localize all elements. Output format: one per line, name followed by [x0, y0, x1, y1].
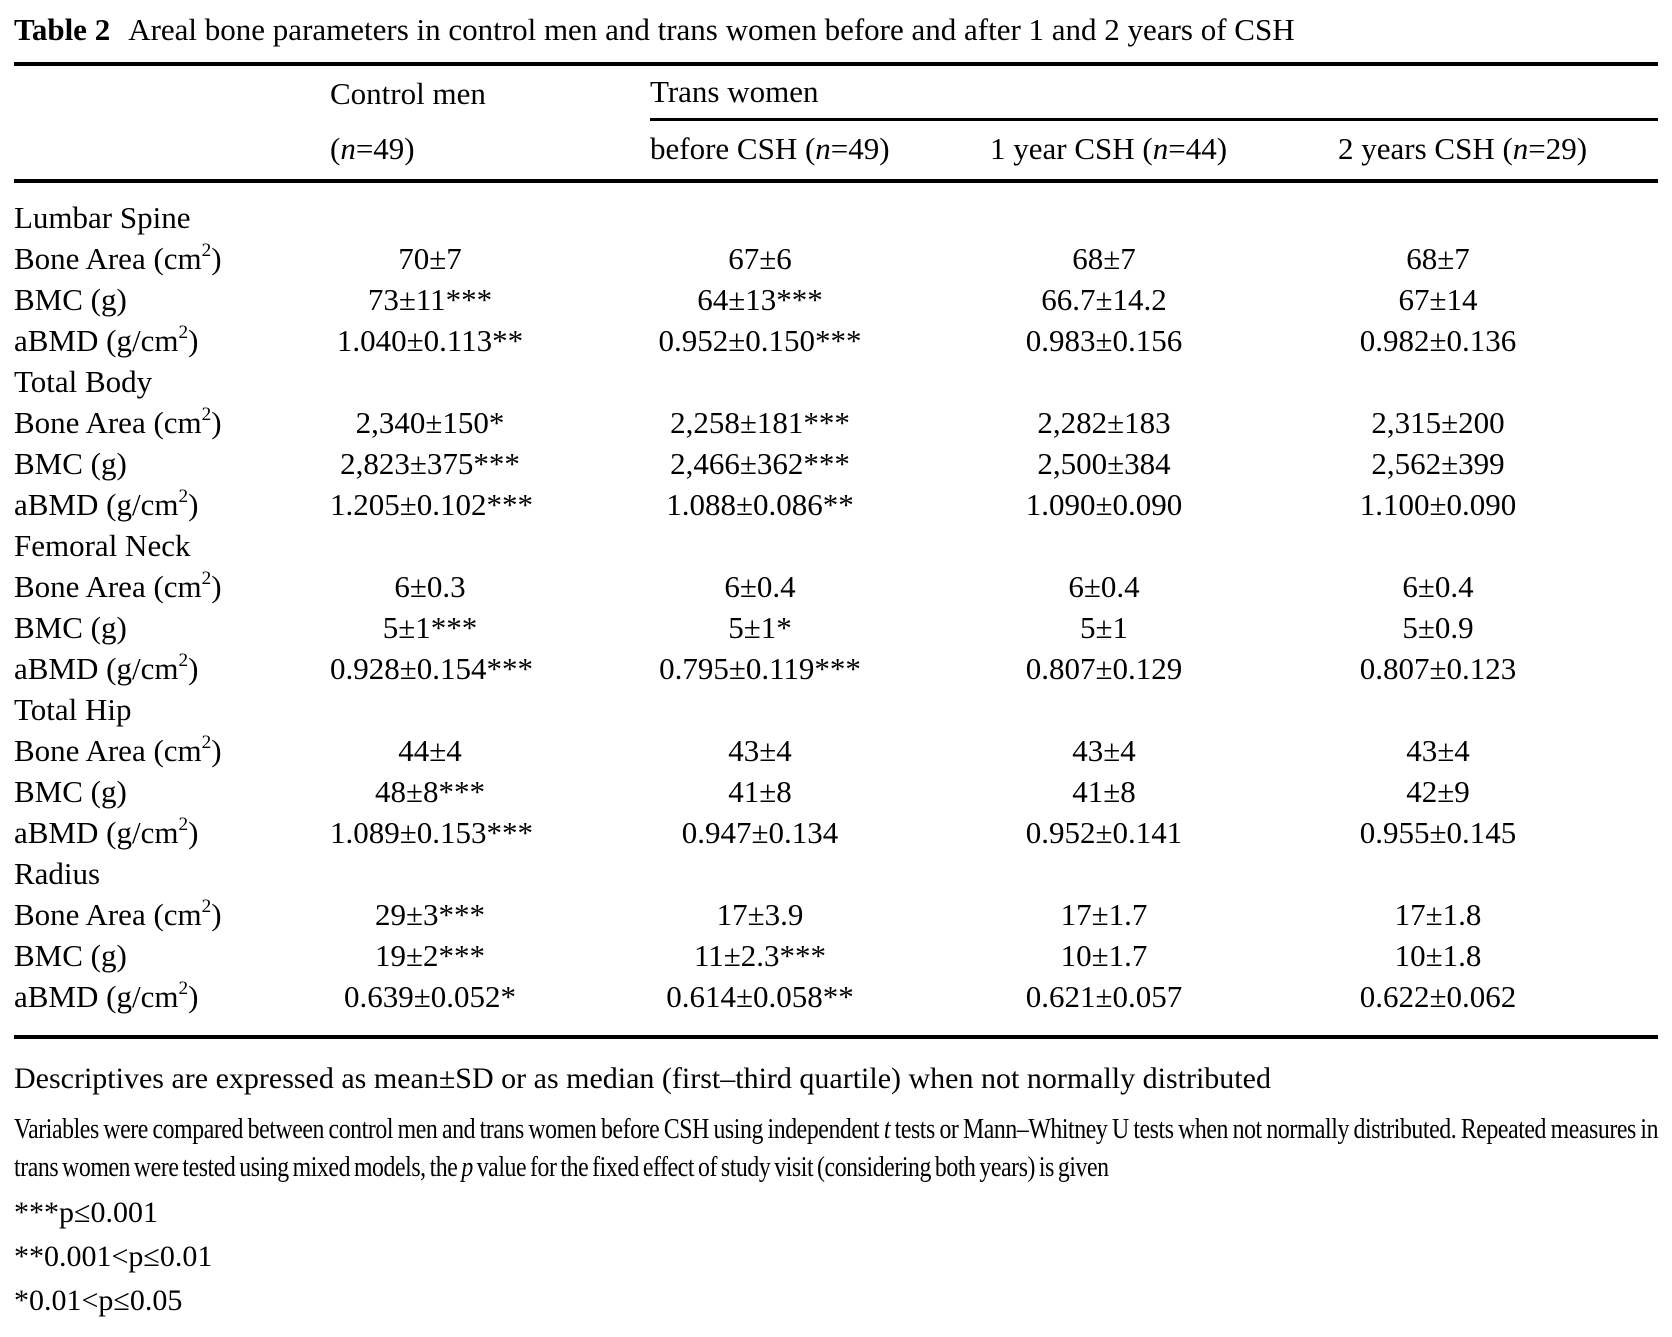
cell-2-years: 10±1.8	[1394, 937, 1482, 973]
cell-before-csh: 17±3.9	[716, 896, 804, 932]
row-label: aBMD $(g/cm^2)$	[14, 650, 199, 686]
table-row	[14, 976, 1658, 1037]
subheader-2-years-csh: 2 years CSH (n=29)	[1338, 120, 1658, 182]
table-row	[14, 812, 1658, 853]
cell-control: 5±1***	[382, 609, 478, 645]
cell-1-year: 2,282±183	[1037, 404, 1171, 440]
cell-1-year: 5±1	[1079, 609, 1128, 645]
cell-2-years: 0.982±0.136	[1359, 322, 1517, 358]
cell-before-csh: 6±0.4	[724, 568, 796, 604]
section-row-femoral-neck	[14, 525, 1658, 566]
cell-before-csh: 0.947±0.134	[681, 814, 839, 850]
cell-before-csh: 0.952±0.150***	[658, 322, 862, 358]
subheader-1-year-csh: 1 year CSH (n=44)	[990, 120, 1338, 182]
cell-2-years: 0.622±0.062	[1359, 978, 1517, 1014]
row-label: Bone Area $(cm^2)$	[14, 568, 222, 604]
col-group-trans-women: Trans women	[650, 64, 1658, 120]
superscript: 2	[201, 568, 212, 590]
cell-1-year: 66.7±14.2	[1041, 281, 1167, 317]
cell-1-year: 0.807±0.129	[1025, 650, 1183, 686]
section-row-lumbar-spine	[14, 181, 1658, 238]
table-row	[14, 238, 1658, 279]
row-label: BMC (g)	[14, 281, 127, 317]
cell-control: 70±7	[398, 240, 462, 276]
cell-1-year: 41±8	[1072, 773, 1136, 809]
header-row-subcolumns	[14, 120, 1658, 182]
row-label: aBMD $(g/cm^2)$	[14, 322, 199, 358]
section-row-total-body	[14, 361, 1658, 402]
cell-before-csh: 43±4	[728, 732, 792, 768]
cell-2-years: 17±1.8	[1394, 896, 1482, 932]
table-title: Areal bone parameters in control men and trans women before and after 1 and 2 years of CSH	[128, 12, 1295, 47]
superscript: 2	[178, 486, 189, 508]
cell-control: 1.205±0.102***	[330, 486, 534, 522]
section-row-radius	[14, 853, 1658, 894]
footnote-methods: Variables were compared between control men and trans women before CSH using independent t tests or Mann–Whitney U tests when not normally distributed. Repeated measures in trans women were tested using mixed models, the p value for the fixed effect of study visit (considering both years) is given	[14, 1113, 1659, 1183]
cell-before-csh: 64±13***	[697, 281, 823, 317]
table-row	[14, 443, 1658, 484]
table-row	[14, 771, 1658, 812]
row-label: Bone Area $(cm^2)$	[14, 732, 222, 768]
cell-2-years: 0.955±0.145	[1359, 814, 1517, 850]
table-number: Table 2	[14, 12, 111, 47]
superscript: 2	[201, 404, 212, 426]
significance-note-2-stars: **0.001<p≤0.01	[14, 1240, 213, 1273]
cell-1-year: 68±7	[1072, 240, 1136, 276]
cell-control: 1.040±0.113**	[336, 322, 524, 358]
table-row	[14, 894, 1658, 935]
cell-2-years: 68±7	[1406, 240, 1470, 276]
significance-note-3-stars: ***p≤0.001	[14, 1196, 158, 1229]
cell-before-csh: 2,466±362***	[670, 445, 850, 481]
cell-control: 0.928±0.154***	[330, 650, 534, 686]
row-label: aBMD $(g/cm^2)$	[14, 978, 199, 1014]
subheader-empty-cell	[14, 120, 330, 182]
table-row	[14, 484, 1658, 525]
cell-control: 44±4	[398, 732, 462, 768]
cell-control: 2,823±375***	[340, 445, 520, 481]
cell-control: 19±2***	[374, 937, 485, 973]
superscript: 2	[178, 814, 189, 836]
row-label: Bone Area $(cm^2)$	[14, 240, 222, 276]
table-row	[14, 566, 1658, 607]
bone-parameters-table	[14, 62, 1658, 1039]
subheader-control-n: (n=49)	[330, 120, 650, 182]
cell-1-year: 6±0.4	[1068, 568, 1140, 604]
superscript: 2	[201, 240, 212, 262]
section-title: Lumbar Spine	[14, 199, 191, 235]
cell-before-csh: 11±2.3***	[693, 937, 827, 973]
cell-control: 48±8***	[374, 773, 485, 809]
cell-before-csh: 0.795±0.119***	[659, 650, 861, 686]
cell-2-years: 1.100±0.090	[1359, 486, 1517, 522]
cell-2-years: 42±9	[1406, 773, 1470, 809]
superscript: 2	[178, 650, 189, 672]
cell-before-csh: 41±8	[728, 773, 792, 809]
cell-1-year: 17±1.7	[1060, 896, 1148, 932]
footnote-descriptives: Descriptives are expressed as mean±SD or as median (first–third quartile) when not normally distributed	[14, 1062, 1271, 1095]
cell-2-years: 2,562±399	[1371, 445, 1505, 481]
superscript: 2	[201, 896, 212, 918]
section-title: Femoral Neck	[14, 527, 191, 563]
superscript: 2	[201, 732, 212, 754]
cell-2-years: 0.807±0.123	[1359, 650, 1517, 686]
table-caption	[14, 0, 1658, 62]
table-row	[14, 402, 1658, 443]
cell-control: 6±0.3	[394, 568, 466, 604]
superscript: 2	[178, 322, 189, 344]
cell-1-year: 0.621±0.057	[1025, 978, 1183, 1014]
cell-2-years: 5±0.9	[1402, 609, 1474, 645]
cell-control: 0.639±0.052*	[343, 978, 516, 1014]
subheader-before-csh: before CSH (n=49)	[650, 120, 990, 182]
table-header	[14, 64, 1658, 181]
table-row	[14, 730, 1658, 771]
header-empty-cell	[14, 64, 330, 120]
table-body	[14, 181, 1658, 1037]
cell-1-year: 43±4	[1072, 732, 1136, 768]
cell-before-csh: 2,258±181***	[670, 404, 850, 440]
cell-1-year: 1.090±0.090	[1025, 486, 1183, 522]
row-label: Bone Area $(cm^2)$	[14, 896, 222, 932]
table-row	[14, 648, 1658, 689]
cell-before-csh: 0.614±0.058**	[666, 978, 854, 1014]
cell-1-year: 0.983±0.156	[1025, 322, 1183, 358]
table-row	[14, 935, 1658, 976]
section-title: Radius	[14, 855, 101, 891]
table-row	[14, 607, 1658, 648]
row-label: Bone Area $(cm^2)$	[14, 404, 222, 440]
cell-before-csh: 5±1*	[728, 609, 792, 645]
row-label: BMC (g)	[14, 445, 127, 481]
cell-before-csh: 1.088±0.086**	[666, 486, 854, 522]
cell-control: 73±11***	[367, 281, 493, 317]
cell-before-csh: 67±6	[728, 240, 792, 276]
row-label: aBMD $(g/cm^2)$	[14, 814, 199, 850]
table-row	[14, 279, 1658, 320]
cell-1-year: 2,500±384	[1037, 445, 1171, 481]
section-title: Total Body	[14, 363, 153, 399]
significance-note-1-star: *0.01<p≤0.05	[14, 1284, 183, 1317]
row-label: BMC (g)	[14, 773, 127, 809]
cell-control: 29±3***	[374, 896, 485, 932]
cell-2-years: 67±14	[1398, 281, 1478, 317]
cell-1-year: 10±1.7	[1060, 937, 1148, 973]
cell-control: 2,340±150*	[355, 404, 505, 440]
table-row	[14, 320, 1658, 361]
superscript: 2	[178, 978, 189, 1000]
section-title: Total Hip	[14, 691, 132, 727]
cell-2-years: 6±0.4	[1402, 568, 1474, 604]
italic-t: t	[883, 1113, 891, 1145]
section-row-total-hip	[14, 689, 1658, 730]
cell-1-year: 0.952±0.141	[1025, 814, 1183, 850]
col-header-control-men: Control men	[330, 75, 486, 111]
header-row-groups	[14, 64, 1658, 120]
cell-2-years: 43±4	[1406, 732, 1470, 768]
row-label: BMC (g)	[14, 609, 127, 645]
italic-p: p	[461, 1151, 473, 1183]
cell-control: 1.089±0.153***	[330, 814, 534, 850]
row-label: aBMD $(g/cm^2)$	[14, 486, 199, 522]
row-label: BMC (g)	[14, 937, 127, 973]
cell-2-years: 2,315±200	[1371, 404, 1505, 440]
